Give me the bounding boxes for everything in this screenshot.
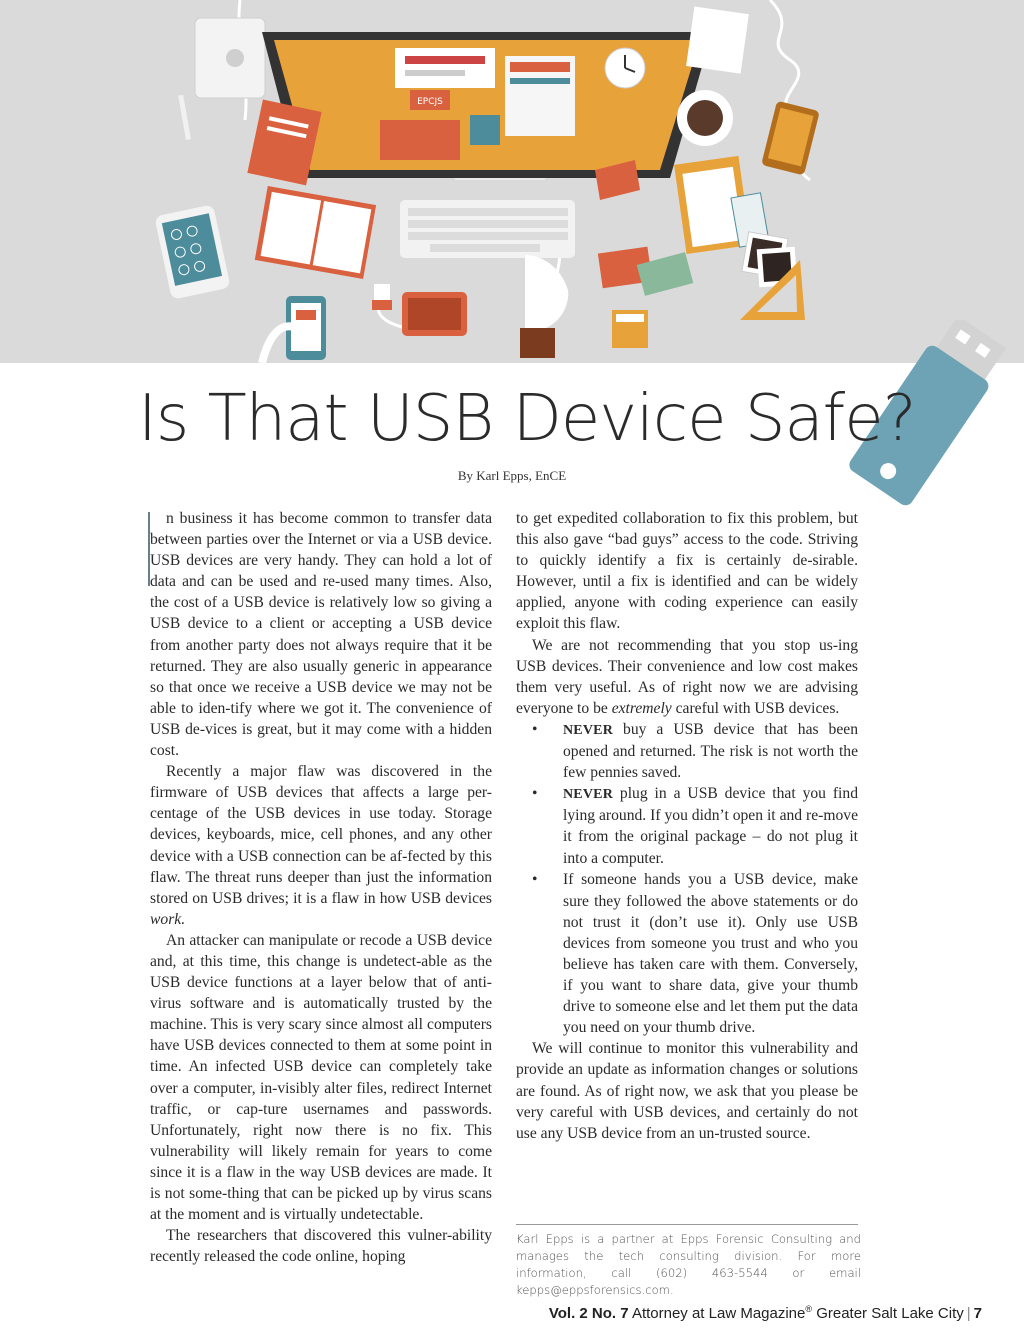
list-item: • NEVER buy a USB device that has been opened and returned. The risk is not worth the few pennies saved. [516, 719, 858, 783]
paragraph: Recently a major flaw was discovered in the firmware of USB devices that affects a large per-centage of the USB devices in use today. Storage devices, keyboards, mice, cell phones, and any other device with a USB connection can be af-fected by this flaw. The threat runs deeper than just the information stored on USB drives; it is a flaw in how USB devices work. [150, 763, 492, 928]
right-column [516, 508, 858, 1144]
article-title: Is That USB Device Safe? [138, 382, 916, 456]
monitor-badge-text: EPCJS [417, 97, 443, 107]
paragraph: n business it has become common to transfer data between parties over the Internet or via a USB device. USB devices are very handy. They can hold a lot of data and can be used and re-used many times. Also, the cost of a USB device is relatively low so giving a USB device to a client or accepting a USB device from another party does not always require that it be returned. They are also usually generic in appearance so that once we receive a USB device we may not be able to iden-tify where we got it. The convenience of USB de-vices is great, but it may come with a hidden cost. [150, 510, 492, 760]
footer-city: Greater Salt Lake City [816, 1305, 964, 1322]
page-footer [549, 1304, 982, 1322]
footer-volume: Vol. 2 No. 7 [548, 1305, 629, 1322]
paragraph: We are not recommending that you stop us-ing USB devices. Their convenience and low cost makes them very useful. As of right now we are advising everyone to be extremely careful with USB devices. [516, 636, 858, 717]
footer-magazine: Attorney at Law Magazine [631, 1305, 806, 1322]
advice-list [516, 719, 858, 1038]
hero-illustration [0, 0, 1024, 363]
page-number: 7 [973, 1305, 982, 1322]
list-item: • NEVER plug in a USB device that you find lying around. If you didn’t open it and re-move it from the original package – do not plug it into a computer. [516, 783, 858, 868]
paragraph: We will continue to monitor this vulnerability and provide an update as information changes or solutions are found. As of right now, we ask that you please be very careful with USB devices, and certainly do not use any USB device from an un-trusted source. [516, 1040, 858, 1142]
registered-mark: ® [805, 1304, 813, 1314]
paragraph: An attacker can manipulate or recode a USB device and, at this time, this change is undetect-able as the USB device functions at a layer below that of anti-virus software and is automatically trusted by the machine. This is very scary since almost all computers have USB devices connected to them at some point in time. An infected USB device can completely take over a computer, in-visibly alter files, redirect Internet traffic, or cap-ture usernames and passwords. Unfortunately, right now there is no fix. This vulnerability will likely remain for years to come since it is a flaw in the way USB devices are made. It is not some-thing that can be picked up by virus scans at the moment and is virtually undetectable. [150, 931, 492, 1224]
paragraph: The researchers that discovered this vulner-ability recently released the code online, hoping [150, 1227, 492, 1266]
list-item: • If someone hands you a USB device, make sure they followed the above statements or do not trust it (don’t use it). Only use USB devices from someone you trust and who you believe has taken care with them. Conversely, if you want to share data, give your thumb drive to someone else and let them put the data you need on your thumb drive. [516, 869, 858, 1039]
paragraph: to get expedited collaboration to fix this problem, but this also gave “bad guys” access to the code. Striving to quickly identify a fix is certainly de-sirable. However, until a fix is identified and can be widely applied, anyone with coding experience can easily exploit this flaw. [516, 510, 858, 633]
author-bio: Karl Epps is a partner at Epps Forensic Consulting and manages the tech consulting division. For more information, call (602) 463-5544 or email kepps@eppsforensics.com. [516, 1232, 861, 1297]
footer-separator: | [966, 1305, 971, 1322]
byline: By Karl Epps, EnCE [457, 468, 567, 483]
bio-divider [516, 1224, 858, 1225]
left-column [150, 508, 492, 1267]
